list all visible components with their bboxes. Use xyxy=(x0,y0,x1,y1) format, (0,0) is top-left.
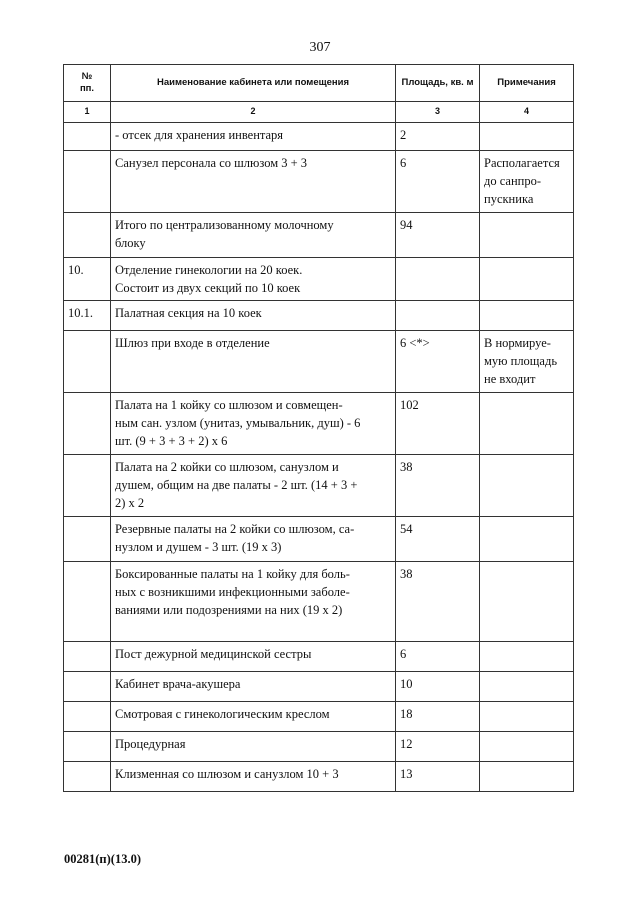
room-area xyxy=(396,258,480,301)
row-number: 10. xyxy=(64,258,111,301)
column-number: 1 xyxy=(64,102,111,123)
room-name: - отсек для хранения инвентаря xyxy=(111,123,396,151)
table-row xyxy=(64,258,574,301)
row-number xyxy=(64,331,111,393)
row-number xyxy=(64,393,111,455)
column-number: 2 xyxy=(111,102,396,123)
room-notes xyxy=(480,762,574,792)
room-notes xyxy=(480,642,574,672)
row-number xyxy=(64,642,111,672)
room-name: Клизменная со шлюзом и санузлом 10 + 3 xyxy=(111,762,396,792)
header-num: № пп. xyxy=(64,65,111,102)
table-row xyxy=(64,213,574,258)
header-area: Площадь, кв. м xyxy=(396,65,480,102)
room-area: 6 <*> xyxy=(396,331,480,393)
room-notes xyxy=(480,672,574,702)
table-row xyxy=(64,517,574,562)
room-notes xyxy=(480,702,574,732)
room-area: 10 xyxy=(396,672,480,702)
room-name: Процедурная xyxy=(111,732,396,762)
table-row xyxy=(64,393,574,455)
column-number: 4 xyxy=(480,102,574,123)
room-area: 13 xyxy=(396,762,480,792)
room-area: 102 xyxy=(396,393,480,455)
room-notes: Располагается до санпро- пускника xyxy=(480,151,574,213)
table-row xyxy=(64,455,574,517)
room-name: Отделение гинекологии на 20 коек. Состоит из двух секций по 10 коек xyxy=(111,258,396,301)
room-name: Кабинет врача-акушера xyxy=(111,672,396,702)
room-name: Санузел персонала со шлюзом 3 + 3 xyxy=(111,151,396,213)
room-name: Палатная секция на 10 коек xyxy=(111,301,396,331)
room-area xyxy=(396,301,480,331)
table-row xyxy=(64,642,574,672)
room-name: Пост дежурной медицинской сестры xyxy=(111,642,396,672)
header-name: Наименование кабинета или помещения xyxy=(111,65,396,102)
room-notes xyxy=(480,123,574,151)
room-name: Резервные палаты на 2 койки со шлюзом, са- нузлом и душем - 3 шт. (19 x 3) xyxy=(111,517,396,562)
column-numbers-row xyxy=(64,102,574,123)
row-number xyxy=(64,213,111,258)
row-number xyxy=(64,762,111,792)
table-row xyxy=(64,702,574,732)
room-name: Палата на 2 койки со шлюзом, санузлом и душем, общим на две палаты - 2 шт. (14 + 3 + 2) x 2 xyxy=(111,455,396,517)
room-name: Смотровая с гинекологическим креслом xyxy=(111,702,396,732)
room-area: 6 xyxy=(396,151,480,213)
row-number xyxy=(64,562,111,642)
table-row xyxy=(64,151,574,213)
table-row xyxy=(64,331,574,393)
room-notes: В нормируе- мую площадь не входит xyxy=(480,331,574,393)
room-notes xyxy=(480,517,574,562)
header-notes: Примечания xyxy=(480,65,574,102)
table-row xyxy=(64,301,574,331)
room-area: 54 xyxy=(396,517,480,562)
table-row xyxy=(64,672,574,702)
table-header-row xyxy=(64,65,574,102)
room-notes xyxy=(480,213,574,258)
room-notes xyxy=(480,301,574,331)
table-row xyxy=(64,762,574,792)
page-number: 307 xyxy=(309,40,331,55)
document-code: 00281(п)(13.0) xyxy=(64,852,141,866)
room-name: Палата на 1 койку со шлюзом и совмещен- ным сан. узлом (унитаз, умывальник, душ) - 6 шт. (9 + 3 + 3 + 2) x 6 xyxy=(111,393,396,455)
room-area: 12 xyxy=(396,732,480,762)
room-notes xyxy=(480,455,574,517)
room-area: 6 xyxy=(396,642,480,672)
table-row xyxy=(64,732,574,762)
room-notes xyxy=(480,732,574,762)
table-row xyxy=(64,123,574,151)
room-area: 38 xyxy=(396,562,480,642)
room-name: Итого по централизованному молочному блоку xyxy=(111,213,396,258)
rooms-table xyxy=(63,64,574,792)
room-area: 18 xyxy=(396,702,480,732)
row-number: 10.1. xyxy=(64,301,111,331)
room-area: 38 xyxy=(396,455,480,517)
row-number xyxy=(64,672,111,702)
row-number xyxy=(64,151,111,213)
room-notes xyxy=(480,562,574,642)
row-number xyxy=(64,517,111,562)
table-row xyxy=(64,562,574,642)
room-area: 2 xyxy=(396,123,480,151)
row-number xyxy=(64,455,111,517)
row-number xyxy=(64,702,111,732)
row-number xyxy=(64,732,111,762)
room-name: Шлюз при входе в отделение xyxy=(111,331,396,393)
column-number: 3 xyxy=(396,102,480,123)
room-notes xyxy=(480,258,574,301)
room-notes xyxy=(480,393,574,455)
row-number xyxy=(64,123,111,151)
room-name: Боксированные палаты на 1 койку для боль- ных с возникшими инфекционными заболе- ваниями или подозрениями на них (19 x 2) xyxy=(111,562,396,642)
room-area: 94 xyxy=(396,213,480,258)
